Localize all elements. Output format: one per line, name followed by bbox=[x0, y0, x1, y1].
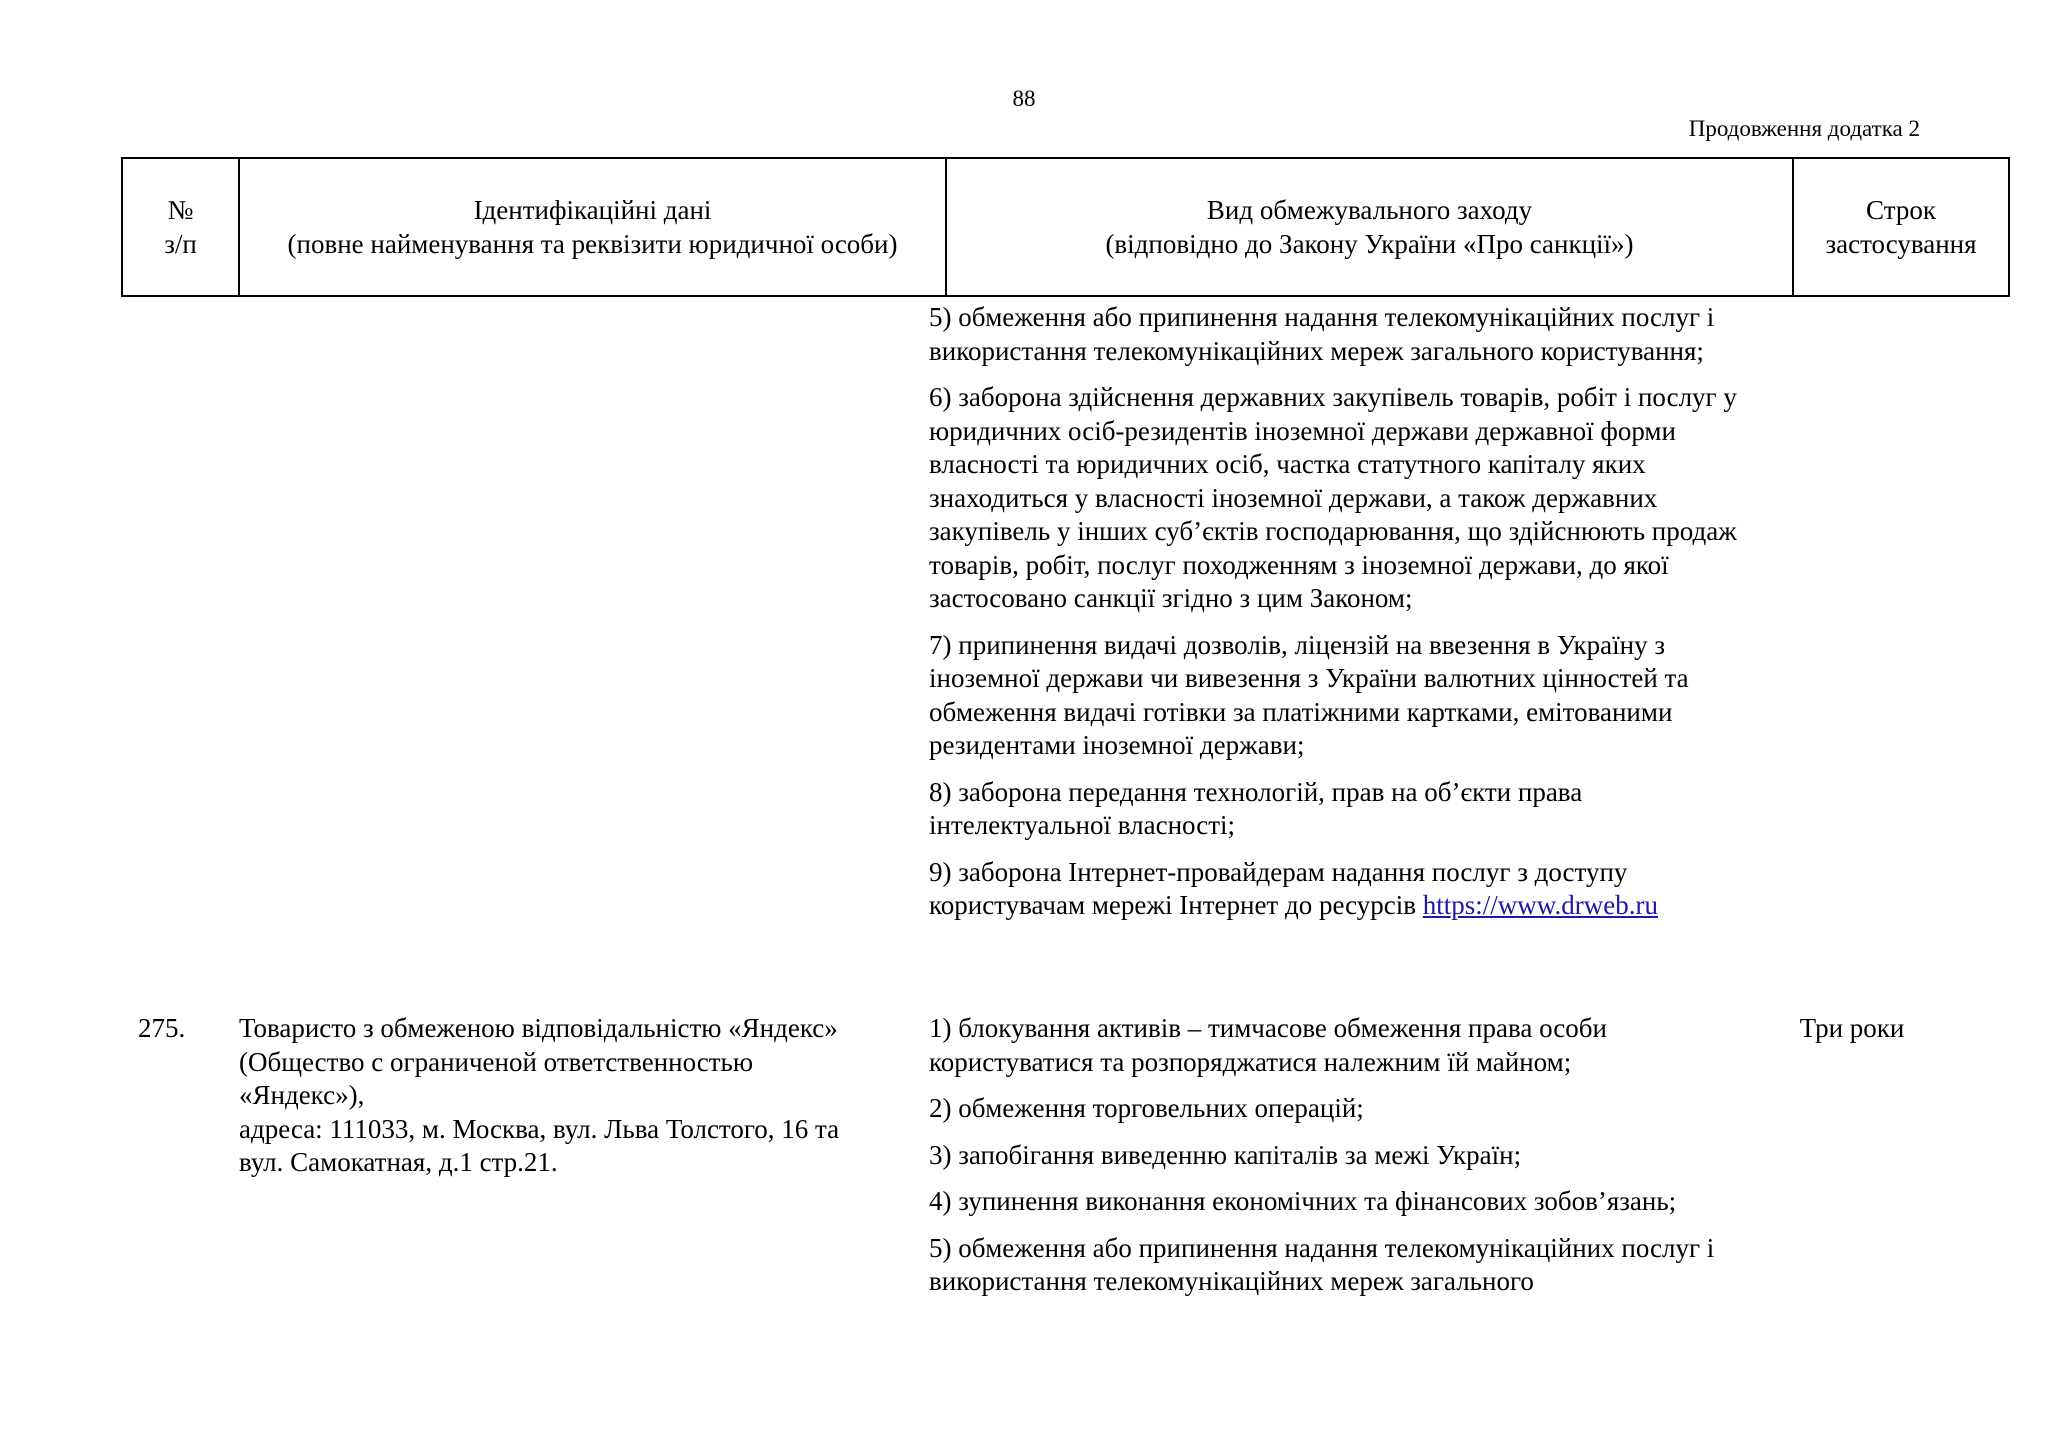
header-measure-cell bbox=[946, 158, 1793, 296]
continuation-label: Продовження додатка 2 bbox=[1688, 116, 1920, 141]
measure-item-9 bbox=[929, 856, 1759, 923]
measure-item: 2) обмеження торговельних операцій; bbox=[929, 1093, 1364, 1123]
header-measure-line2: (відповідно до Закону України «Про санкції») bbox=[1105, 229, 1634, 259]
measure-item: 8) заборона передання технологій, прав на об’єкти права інтелектуальної власності; bbox=[929, 776, 1583, 840]
header-measure-line1: Вид обмежувального заходу bbox=[1206, 195, 1533, 225]
entity-details bbox=[239, 1012, 909, 1180]
header-id-line2: (повне найменування та реквізити юридичної особи) bbox=[287, 229, 898, 259]
measure-item: 3) запобігання виведенню капіталів за межі Україн; bbox=[929, 1139, 1522, 1170]
continued-measures bbox=[929, 301, 1759, 936]
measure-item-9-text: 9) заборона Інтернет-провайдерам надання послуг з доступу користувачам мережі Інтернет до ресурсів bbox=[929, 856, 1628, 920]
measure-item: 5) обмеження або припинення надання телекомунікаційних послуг і використання телекомунікаційних мереж загального bbox=[929, 1232, 1715, 1296]
header-id-line1: Ідентифікаційні дані bbox=[473, 195, 712, 225]
table-header bbox=[121, 157, 2010, 297]
header-number-line1: № bbox=[167, 195, 194, 225]
entity-line: (Общество с ограниченой ответственностью bbox=[239, 1046, 754, 1077]
measure-item: 6) заборона здійснення державних закупівель товарів, робіт і послуг у юридичних осіб-резидентів іноземної держави державної форми власності та юридичних осіб, частка статутного капіталу яких знаходиться у власності іноземної держави, а також державних закупівель у інших суб’єктів господарювання, що здійснюють продаж товарів, робіт, послуг походженням з іноземної держави, до якої застосовано санкції згідно з цим Законом; bbox=[929, 382, 1737, 613]
entry-term: Три роки bbox=[1799, 1013, 1905, 1043]
header-id-cell bbox=[239, 158, 946, 296]
entry-measures bbox=[929, 1012, 1759, 1312]
measure-item: 5) обмеження або припинення надання телекомунікаційних послуг і використання телекомунікаційних мереж загального користування; bbox=[929, 302, 1715, 366]
header-term-cell bbox=[1793, 158, 2009, 296]
entity-line: Товаристо з обмеженою відповідальністю «Яндекс» bbox=[239, 1013, 838, 1043]
measure-item: 7) припинення видачі дозволів, ліцензій на ввезення в Україну з іноземної держави чи вивезення з України валютних цінностей та обмеження видачі готівки за платіжними картками, емітованими резидентами іноземної держави; bbox=[929, 629, 1689, 760]
entity-line: адреса: 111033, м. Москва, вул. Льва Толстого, 16 та bbox=[239, 1113, 840, 1144]
measure-item: 1) блокування активів – тимчасове обмеження права особи користуватися та розпоряджатися належним їй майном; bbox=[929, 1013, 1607, 1077]
page-number: 88 bbox=[1012, 86, 1036, 111]
header-number-line2: з/п bbox=[164, 229, 197, 259]
header-term-line2: застосування bbox=[1825, 229, 1977, 259]
entry-number: 275. bbox=[138, 1013, 186, 1043]
measure-item: 4) зупинення виконання економічних та фінансових зобов’язань; bbox=[929, 1186, 1677, 1216]
header-number-cell bbox=[122, 158, 239, 296]
drweb-link[interactable]: https://www.drweb.ru bbox=[1422, 890, 1658, 920]
header-term-line1: Строк bbox=[1866, 195, 1936, 225]
entity-line: «Яндекс»), bbox=[239, 1080, 365, 1110]
entity-line: вул. Самокатная, д.1 стр.21. bbox=[239, 1147, 558, 1177]
